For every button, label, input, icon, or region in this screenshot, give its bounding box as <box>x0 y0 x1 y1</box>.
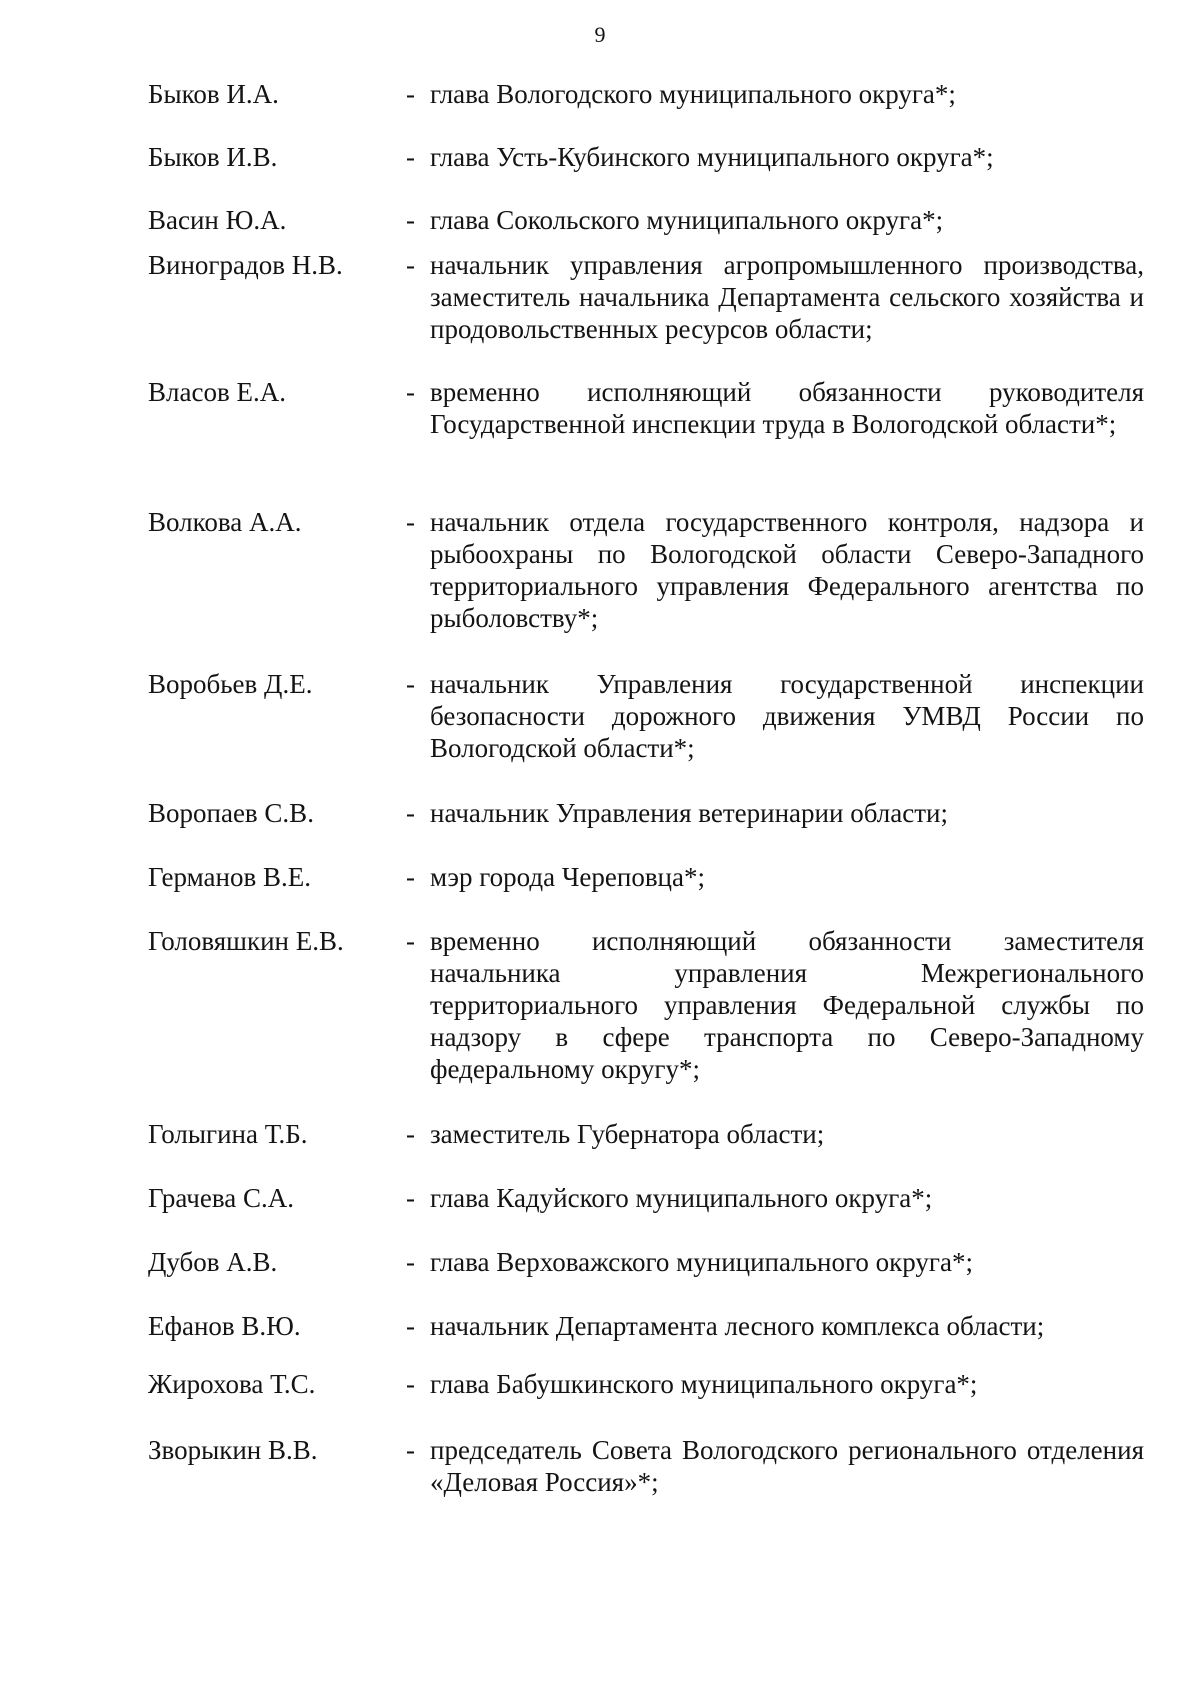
list-item <box>148 861 1144 893</box>
member-role: начальник Управления ветеринарии области; <box>430 798 948 828</box>
dash-separator: - <box>406 250 415 280</box>
dash-separator: - <box>406 798 415 828</box>
member-name: Ефанов В.Ю. <box>148 1311 301 1341</box>
list-item <box>148 141 1144 173</box>
member-name: Зворыкин В.В. <box>148 1435 318 1465</box>
list-item <box>148 1368 1144 1400</box>
dash-separator: - <box>406 1435 415 1465</box>
member-role: председатель Совета Вологодского регионального отделения «Деловая Россия»*; <box>430 1435 1144 1497</box>
list-item <box>148 1118 1144 1150</box>
dash-separator: - <box>406 862 415 892</box>
dash-separator: - <box>406 1119 415 1149</box>
member-role: временно исполняющий обязанности руководителя Государственной инспекции труда в Вологодской области*; <box>430 377 1144 439</box>
list-item <box>148 797 1144 829</box>
member-role: глава Сокольского муниципального округа*; <box>430 205 944 235</box>
member-name: Головяшкин Е.В. <box>148 926 344 956</box>
member-role: начальник Управления государственной инспекции безопасности дорожного движения УМВД России по Вологодской области*; <box>430 669 1144 763</box>
member-name: Воропаев С.В. <box>148 798 314 828</box>
list-item <box>148 1182 1144 1214</box>
member-role: временно исполняющий обязанности заместителя начальника управления Межрегионального территориального управления Федеральной службы по надзору в сфере транспорта по Северо-Западному федеральному округу*; <box>430 926 1144 1084</box>
dash-separator: - <box>406 142 415 172</box>
page-number: 9 <box>594 22 606 47</box>
list-item <box>148 204 1144 236</box>
member-name: Волкова А.А. <box>148 507 302 537</box>
member-role: мэр города Череповца*; <box>430 862 705 892</box>
member-name: Жирохова Т.С. <box>148 1369 316 1399</box>
dash-separator: - <box>406 79 415 109</box>
member-name: Васин Ю.А. <box>148 205 287 235</box>
dash-separator: - <box>406 1183 415 1213</box>
member-name: Виноградов Н.В. <box>148 250 343 280</box>
member-role: заместитель Губернатора области; <box>430 1119 825 1149</box>
member-name: Власов Е.А. <box>148 377 286 407</box>
member-name: Дубов А.В. <box>148 1247 278 1277</box>
list-item <box>148 668 1144 764</box>
list-item <box>148 1246 1144 1278</box>
dash-separator: - <box>406 507 415 537</box>
dash-separator: - <box>406 377 415 407</box>
dash-separator: - <box>406 1311 415 1341</box>
dash-separator: - <box>406 1247 415 1277</box>
member-role: глава Усть-Кубинского муниципального округа*; <box>430 142 994 172</box>
member-role: начальник управления агропромышленного производства, заместитель начальника Департамента сельского хозяйства и продовольственных ресурсов области; <box>430 250 1144 344</box>
dash-separator: - <box>406 926 415 956</box>
member-role: глава Бабушкинского муниципального округа*; <box>430 1369 978 1399</box>
member-role: начальник отдела государственного контроля, надзора и рыбоохраны по Вологодской области Северо-Западного территориального управления Федерального агентства по рыболовству*; <box>430 507 1144 633</box>
member-role: глава Вологодского муниципального округа*; <box>430 79 956 109</box>
list-item <box>148 1310 1144 1342</box>
member-role: начальник Департамента лесного комплекса области; <box>430 1311 1045 1341</box>
list-item <box>148 376 1144 440</box>
list-item <box>148 78 1144 110</box>
member-name: Голыгина Т.Б. <box>148 1119 308 1149</box>
member-name: Быков И.В. <box>148 142 278 172</box>
dash-separator: - <box>406 205 415 235</box>
member-role: глава Кадуйского муниципального округа*; <box>430 1183 933 1213</box>
list-item <box>148 506 1144 634</box>
list-item <box>148 1434 1144 1498</box>
member-role: глава Верховажского муниципального округа*; <box>430 1247 973 1277</box>
member-name: Быков И.А. <box>148 79 279 109</box>
dash-separator: - <box>406 669 415 699</box>
member-name: Воробьев Д.Е. <box>148 669 313 699</box>
list-item <box>148 249 1144 345</box>
member-name: Германов В.Е. <box>148 862 311 892</box>
dash-separator: - <box>406 1369 415 1399</box>
list-item <box>148 925 1144 1085</box>
member-name: Грачева С.А. <box>148 1183 295 1213</box>
